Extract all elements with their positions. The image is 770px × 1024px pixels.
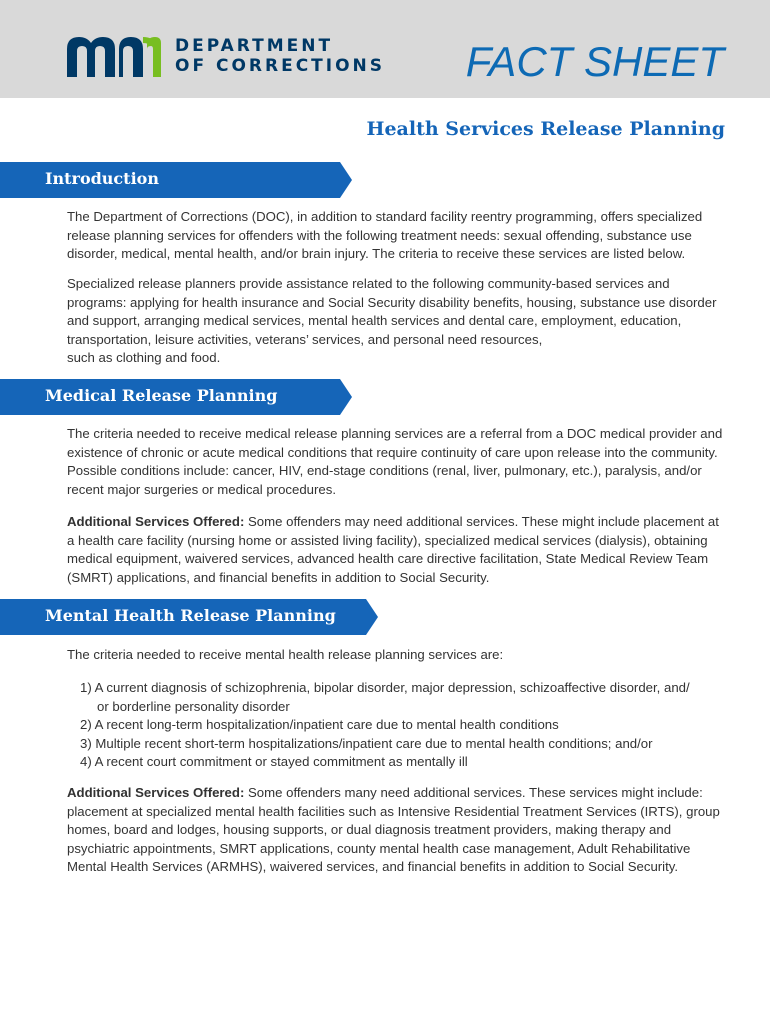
minnesota-logo-icon <box>67 35 167 77</box>
medical-additional-services <box>67 513 727 587</box>
section-heading-label: Mental Health Release Planning <box>45 606 336 625</box>
section-heading-label: Medical Release Planning <box>45 386 278 405</box>
list-item: 4) A recent court commitment or stayed commitment as mentally ill <box>80 754 468 769</box>
mental-health-additional-services <box>67 784 727 877</box>
list-item: 1) A current diagnosis of schizophrenia, bipolar disorder, major depression, schizoaffective disorder, and/ <box>80 680 690 695</box>
additional-services-label: Additional Services Offered: <box>67 785 245 800</box>
criteria-list <box>80 679 730 772</box>
additional-services-label: Additional Services Offered: <box>67 514 245 529</box>
medical-criteria-paragraph: The criteria needed to receive medical release planning services are a referral from a DOC medical provider and existence of chronic or acute medical conditions that require continuity of care upon release into the community. Possible conditions include: cancer, HIV, end-stage conditions (renal, liver, pulmonary, etc.), paralysis, and/or recent major surgeries or medical procedures. <box>67 426 723 497</box>
list-item: 2) A recent long-term hospitalization/inpatient care due to mental health conditions <box>80 717 559 732</box>
section-heading-mental-health <box>0 599 378 635</box>
list-item: or borderline personality disorder <box>97 698 290 714</box>
org-name <box>175 36 385 76</box>
additional-services-text: Some offenders many need additional services. These services might include: placement at specialized mental health facilities such as Intensive Residential Treatment Services (IRTS), group homes, board and lodges, housing supports, or dual diagnosis treatment providers, making therapy and psychiatric appointments, SMRT applications, county mental health case management, Adult Rehabilitative Mental Health Services (ARMHS), waivered services, and financial benefits in addition to Social Security. <box>67 785 720 874</box>
section-heading-medical <box>0 379 352 415</box>
intro-paragraph-1: The Department of Corrections (DOC), in addition to standard facility reentry programming, offers specialized release planning services for offenders with the following treatment needs: sexual offending, substance use disorder, medical, mental health, and/or brain injury. The criteria to receive these services are listed below. <box>67 209 703 261</box>
doc-type-label: FACT SHEET <box>465 38 724 85</box>
intro-paragraph-2: Specialized release planners provide assistance related to the following community-based services and programs: applying for health insurance and Social Security disability benefits, housing, substance use disorder and support, arranging medical services, mental health services and dental care, employment, education, transportation, leisure activities, veterans’ services, and personal need resources, <box>67 276 717 347</box>
section-heading-introduction <box>0 162 352 198</box>
page-title: Health Services Release Planning <box>366 118 725 140</box>
header-banner <box>0 0 770 98</box>
section-heading-label: Introduction <box>45 169 159 188</box>
org-name-line1: DEPARTMENT <box>175 36 334 56</box>
org-name-line2: OF CORRECTIONS <box>175 56 386 76</box>
list-item: 3) Multiple recent short-term hospitalizations/inpatient care due to mental health conditions; and/or <box>80 735 653 751</box>
intro-paragraph-3: such as clothing and food. <box>67 350 221 365</box>
additional-services-text: Some offenders may need additional services. These might include placement at a health care facility (nursing home or assisted living facility), specialized medical services (dialysis), obtaining medical equipment, waivered services, advanced health care directive facilitation, State Medical Review Team (SMRT) applications, and financial benefits in addition to Social Security. <box>67 514 719 585</box>
mental-health-criteria-intro: The criteria needed to receive mental health release planning services are: <box>67 647 504 662</box>
